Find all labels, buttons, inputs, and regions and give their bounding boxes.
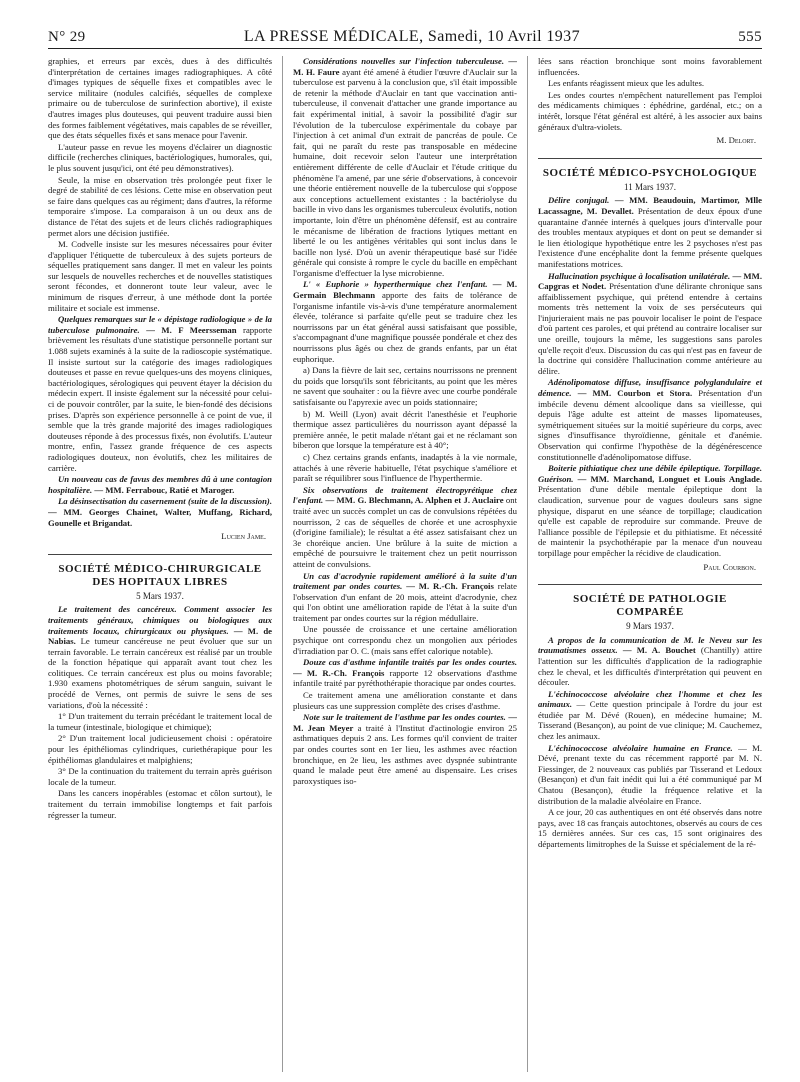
abstract-author: — MM. Georges Chainet, Walter, Muffang, Richard, Gounelle et Brigandat. bbox=[48, 506, 272, 528]
paragraph: Les ondes courtes n'empêchent naturellement pas l'emploi des médicaments chimiques : éphédrine, gardénal, etc.; on a intérêt, lorsque l'état général est altéré, à les associer aux bains généraux d'ultra-violets. bbox=[538, 89, 762, 132]
article-columns bbox=[48, 56, 762, 1072]
paragraph: Les enfants réagissent mieux que les adultes. bbox=[548, 78, 705, 89]
abstract-text: Présentation de deux époux d'une quarantaine d'année internés à quelques jours d'intervalle pour des troubles mentaux atypiques et dont on peut se demander si le lien étiologique hypothétique entre les 2 psychoses n'est pas l'existence d'une encéphalite dont la femme présente quelques manifestations motrices. bbox=[538, 205, 762, 269]
paragraph: lées sans réaction bronchique sont moins favorablement influencées. bbox=[538, 56, 762, 77]
abstract-text: (Chantilly) attire l'attention sur les difficultés d'application de la radiographie chez le cheval, et les difficultés d'interprétation qui peuvent en découler. bbox=[538, 645, 762, 688]
paragraph: a) Dans la fièvre de lait sec, certains nourrissons ne prennent du poids que lorsqu'ils sont fébricitants, au point que les mères ne savent que souhaiter : ou la fièvre avec une courbe pondérale satisfaisante ou l'apyrexie avec un poids stationnaire; bbox=[293, 365, 517, 407]
section-date: 11 Mars 1937. bbox=[624, 181, 676, 192]
paragraph: M. Codvelle insiste sur les mesures nécessaires pour éviter d'appliquer l'étiquette de tuberculeux à des sujets porteurs de séquelles pratiquement sans danger. Il met en valeur les points sur lesquels de nouvelles recherches et de nouvelles statistiques seront fécondes, et donneront toute leur valeur, avec le minimum de risques d'erreur, à une méthode dont la portée militaire et sociale est immense. bbox=[48, 239, 272, 313]
paragraph: c) Chez certains grands enfants, inadaptés à la vie normale, attachés à une rêverie habituelle, l'état psychique s'améliore et paraît se réquilibrer sous l'influence de l'hyperthermie. bbox=[293, 451, 517, 484]
section-title: SOCIÉTÉ MÉDICO-CHIRURGICALE DES HOPITAUX LIBRES bbox=[58, 562, 262, 588]
abstract-text: Présentation d'une débile mentale épileptique dont la claudication, survenue pour de vagues douleurs sans signe physique, disparut en une séance de torpillage; claudication qu'elle est capable de reproduire sur commande. Preuve de l'alliance possible de l'épilepsie et du pithiatisme. Et nécessité de maintenir la psychothérapie par la menace d'un nouveau torpillage pour empêcher la récidive de claudication. bbox=[538, 484, 762, 558]
abstract-author: — M. Germain Blechmann bbox=[293, 279, 517, 301]
abstract-author: — MM. Ferrabouc, Ratié et Maroger. bbox=[94, 484, 235, 495]
abstract-title: L' « Euphorie » hyperthermique chez l'enfant. bbox=[303, 279, 488, 290]
column-1 bbox=[48, 56, 272, 1072]
signature: Lucien Jame. bbox=[221, 531, 266, 542]
paragraph: b) M. Weill (Lyon) avait décrit l'anesthésie et l'euphorie thermique assez particulières du nourrisson ayant dépassé la première année, le petit malade n'étant gai et ne réclamant son biberon que lorsque la température est à 40°; bbox=[293, 408, 517, 451]
abstract-author: — MM. Capgras et Nodet. bbox=[538, 270, 762, 292]
column-3 bbox=[538, 56, 762, 1072]
abstract-title: Considérations nouvelles sur l'infection tuberculeuse. bbox=[303, 56, 505, 66]
abstract-title: Note sur le traitement de l'asthme par les ondes courtes. bbox=[303, 712, 506, 723]
paragraph: Ce traitement amena une amélioration constante et dans plusieurs cas une suppression complète des crises d'asthme. bbox=[293, 690, 517, 711]
abstract-author: — MM. Beaudouin, Martimor, Mlle Lacassagne, M. Devallet. bbox=[538, 195, 762, 216]
abstract-text: — Cette question principale à l'ordre du jour est étudiée par M. Dévé (Rouen), en médecine humaine; M. Tisserand (Besançon), au point de vue clinique; M. Cauchemez, chez les animaux. bbox=[538, 699, 762, 742]
section-title: SOCIÉTÉ DE PATHOLOGIE COMPARÉE bbox=[573, 593, 727, 619]
abstract-title: Le traitement des cancéreux. Comment associer les traitements généraux, chimiques ou biologiques aux traitements locaux, chirurgicaux ou physiques. bbox=[48, 604, 272, 636]
paragraph: graphies, et erreurs par excès, dues à des difficultés d'interprétation de certaines images radiographiques. A côté d'images typiques de séquelle fixes et compatibles avec le service militaire (nodules calcifiés, séquelles de complexe primaire ou de tuberculose de surinfection abortive), il existe d'autres images plus douteuses, qui peuvent traduire aussi bien des formes faiblement végétatives, mais capables de se réveiller, que des états séquelles fixés et sans menace pour l'avenir. bbox=[48, 56, 272, 141]
list-item: 1° D'un traitement du terrain précédant le traitement local de la tumeur (intestinale, biologique et chimique); bbox=[48, 711, 272, 732]
abstract-text: ayant été amené à étudier l'œuvre d'Auclair sur la tuberculose est parvenu à la conclusion que, s'il était impossible de retenir la méthode d'Auclair en tant que vaccination anti-tuberculeuse, il convenait d'attacher une grande importance au fait expérimental initial, à savoir la possibilité d'agir sur l'évolution de la tuberculose expérimentale du cobaye par l'injection à cet animal d'un extrait de pancréas de poule. Ce fait, qui ne paraît du reste pas transposable en médecine humaine, doit recevoir selon l'auteur une interprétation entièrement différente de celle d'Auclair et l'étude critique du phénomène l'a amené, par une série d'observations, à concevoir une théorie entièrement nouvelle de la tuberculose qui s'oppose aux conceptions actuellement existantes : la bactériolyse du bacille in vivo dans les organismes tuberculeux évolutifs, notion importante, loin d'être un phénomène défensif, est au contraire le mécanisme de libération de fractions lytiques mettant en liberté le ou les antigènes véritables qui sont inclus dans le bacille non lysé. D'où un avenir thérapeutique basé sur l'idée générale qui consiste à rompre le cycle du bacille en empêchant l'organisme d'effectuer la lyse microbienne. bbox=[293, 66, 517, 278]
abstract-author: — M. H. Faure bbox=[293, 56, 517, 77]
paragraph: A ce jour, 20 cas authentiques en ont été observés dans notre pays, avec 18 cas français autochtones, observés au cours de ces 15 dernières années. Sur ces cas, 15 sont originaires des départements limitrophes de la Suisse et spécialement de la ré- bbox=[538, 807, 762, 849]
abstract-author: — M. Jean Meyer bbox=[293, 712, 517, 733]
abstract-text: Présentation d'un imbécile devenu dément alcoolique dans sa vieillesse, qui depuis l'âge adulte est atteint de masses lipomateuses, symétriquement situées sur la moitié supérieure du corps, avec signes d'insuffisance thyroïdienne, génitale et d'anémie. Observation qui confirme l'hypothèse de la dégénérescence constitutionnelle d'adénolipomatose diffuse. bbox=[538, 388, 762, 462]
abstract-title: L'échinococcose alvéolaire humaine en France. bbox=[548, 742, 733, 753]
section-header bbox=[48, 554, 272, 602]
abstract-title: Adénolipomatose diffuse, insuffisance polyglandulaire et démence. bbox=[538, 377, 762, 399]
abstract-title: Hallucination psychique à localisation unilatérale. bbox=[548, 270, 731, 281]
paragraph: L'auteur passe en revue les moyens d'éclairer un diagnostic difficile (recherches cliniques, bactériologiques, humorales, qui, le plus souvent jusqu'ici, ont été peu démonstratives). bbox=[48, 141, 272, 173]
abstract-author: — M. A. Bouchet bbox=[622, 645, 696, 656]
page-number: 555 bbox=[738, 29, 762, 45]
abstract-text: — M. Dévé, prenant texte du cas récemment rapporté par M. N. Fiessinger, de 2 nouveaux cas publiés par Tisserand et Ledoux (Besançon) et d'un fait inédit qui lui a été communiqué par M Chatou (Besançon), étudie la fréquence relative et la distribution de la maladie alvéolaire en France. bbox=[538, 742, 762, 806]
abstract-text: ont traité avec un succès complet un cas de convulsions répétées du nourrisson, 2 cas de séquelles de chorée et une acrosphyxie (d'origine familiale); le résultat a été assez satisfaisant chez un 3e choréique ancien. Une brûlure à la suite de miction a empêché de poursuivre le traitement chez un petit nourrisson atteint de convulsions. bbox=[293, 495, 517, 569]
paragraph: Seule, la mise en observation très prolongée peut fixer le degré de stabilité de ces lésions. Cette mise en observation peut se faire dans quelques cas au régiment; dans d'autres, la réforme temporaire s'impose. La comparaison à un ou deux ans de distance de l'état des sujets et de leurs clichés radiographiques permet alors une décision justifiée. bbox=[48, 174, 272, 238]
abstract-title: A propos de la communication de M. le Neveu sur les traumatismes osseux. bbox=[538, 634, 762, 656]
section-header bbox=[538, 158, 762, 193]
abstract-text: apporte des faits de tolérance de l'organisme infantile vis-à-vis d'une température anormalement élevée, tolérance si parfaite qu'elle peut se traduire chez les nourrissons par un état général aussi satisfaisant que possible, s'accompagnant d'une magnifique poussée pondérale et chez des nourrissons plus âgés ou chez de grands enfants, par un état euphorique. bbox=[293, 290, 517, 364]
issue-number: N° 29 bbox=[48, 29, 86, 45]
section-header bbox=[538, 584, 762, 632]
abstract-author: — M. F Meersseman bbox=[146, 324, 237, 335]
abstract-title: L'échinococcose alvéolaire chez l'homme et chez les animaux. bbox=[538, 688, 762, 710]
abstract-text: rapporte 12 observations d'asthme infantile traité par pyréthothérapie thoracique par ondes courtes. bbox=[293, 667, 517, 689]
column-2 bbox=[293, 56, 517, 1072]
abstract-text: a traité à l'Institut d'actinologie environ 25 asthmatiques depuis 2 ans. Les formes qu'il convient de traiter par ondes courtes sont en 1er lieu, les asthmes avec réaction bronchique, en 2e lieu, les asthmes avec dyspnée subintrante quand le malade peut être amené au dispensaire. Les crises paroxystiques iso- bbox=[293, 722, 517, 786]
abstract-title: Un cas d'acrodynie rapidement amélioré à la suite d'un traitement par ondes courtes. bbox=[293, 570, 517, 592]
abstract-text: Le tumeur cancéreuse ne peut évoluer que sur un terrain favorable. Le terrain cancéreux est réalisé par un trouble de la fonction hépatique qui apparaît avant tout chez les colitiques. Ce terrain cancéreux est plus ou moins favorable; 1.930 examens photométriques de sérum sanguin, suivant le procédé de Vernes, ont permis de suivre le sens de ses variations, d'où la nécessité : bbox=[48, 636, 272, 710]
abstract-title: Douze cas d'asthme infantile traités par les ondes courtes. bbox=[303, 657, 517, 668]
paragraph: Dans les cancers inopérables (estomac et côlon surtout), le traitement du terrain immobilise longtemps et fait parfois régresser la tumeur. bbox=[48, 788, 272, 820]
abstract-title: Un nouveau cas de favus des membres dû à une contagion hospitalière. bbox=[48, 474, 272, 495]
signature: M. Delort. bbox=[716, 135, 756, 146]
abstract-title: Quelques remarques sur le « dépistage radiologique » de la tuberculose pulmonaire. bbox=[48, 314, 272, 335]
abstract-author: — M. R.-Ch. François bbox=[293, 667, 385, 678]
column-divider bbox=[282, 56, 283, 1072]
abstract-text: rapporte brièvement les résultats d'une statistique personnelle portant sur 1.088 sujets examinés à la suite de la radioscopie systématique. Il insiste surtout sur la catégorie des images radiologiques douteuses et passe en revue quelques-uns des moyens cliniques, bactériologiques, sérologiques qui peuvent étayer la décision du médecin expert. Il insiste également sur la nécessité pour celui-ci de pouvoir contrôler, par la suite, le bien-fondé des décisions prises. D'après son expérience personnelle à ce point de vue, il semble que la très grande majorité des images radiologiques douteuses réponde à des processus fixés, non évolutifs. L'auteur montre, enfin, l'assez grande fréquence de ces aspects radiologiques douteux, non évolutifs, chez les militaires de carrière. bbox=[48, 324, 272, 473]
signature: Paul Courbon. bbox=[703, 561, 756, 572]
abstract-text: relate l'observation d'un enfant de 20 mois, atteint d'acrodynie, chez qui l'on obtint une amélioration rapide de l'état à la suite d'un traitement par ondes courtes sur la région médullaire. bbox=[293, 581, 517, 623]
section-date: 9 Mars 1937. bbox=[626, 621, 674, 632]
abstract-text: Présentation d'une délirante chronique sans affaiblissement psychique, qui prétend entendre à certains moments très nettement la voix de ses persécuteurs qui l'injurieraient mais ne pas pouvoir localiser le point de l'espace d'où partent ces paroles, et qui prétend au contraire localiser sur une oreille, toujours la même, les suggestions sans paroles qu'elle reçoit d'eux. Discussion du cas qui n'est pas en faveur de la doctrine qui considère l'hallucination comme antérieure au délire. bbox=[538, 281, 762, 376]
page-header bbox=[48, 28, 762, 50]
list-item: 2° D'un traitement local judicieusement choisi : opératoire pour les épithéliomas cylindriques, curiethérapique pour les épithéliomas glandulaires et malpighiens; bbox=[48, 733, 272, 765]
paragraph: Une poussée de croissance et une certaine amélioration psychique ont correspondu chez un mongolien aux périodes d'irradiation par O. C. (mais sans effet calorique notable). bbox=[293, 624, 517, 656]
abstract-author: — M. R.-Ch. François bbox=[406, 581, 494, 592]
abstract-author: — M. de Nabias. bbox=[48, 625, 272, 647]
section-title: SOCIÉTÉ MÉDICO-PSYCHOLOGIQUE bbox=[542, 166, 758, 179]
abstract-author: — MM. Courbon et Stora. bbox=[577, 388, 693, 399]
column-divider bbox=[527, 56, 528, 1072]
abstract-author: — MM. Marchand, Longuet et Louis Anglade. bbox=[577, 473, 762, 484]
abstract-title: Six observations de traitement électropyrétique chez l'enfant. bbox=[293, 484, 517, 506]
abstract-author: — MM. G. Blechmann, A. Alphen et J. Auclaire bbox=[325, 495, 504, 506]
abstract-title: Boiterie pithiatique chez une débile épileptique. Torpillage. Guérison. bbox=[538, 463, 762, 484]
list-item: 3° De la continuation du traitement du terrain après guérison locale de la tumeur. bbox=[48, 766, 272, 787]
section-date: 5 Mars 1937. bbox=[136, 590, 184, 601]
abstract-title: La désinsectisation du casernement (suite de la discussion). bbox=[58, 496, 272, 507]
abstract-title: Délire conjugal. bbox=[548, 195, 610, 206]
journal-title: LA PRESSE MÉDICALE, Samedi, 10 Avril 1937 bbox=[243, 28, 580, 45]
header-rule bbox=[48, 48, 762, 49]
